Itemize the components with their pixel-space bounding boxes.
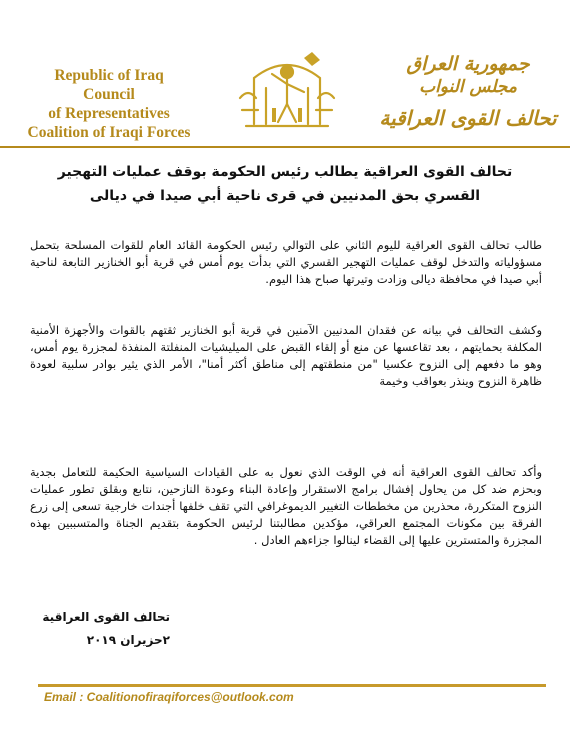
arabic-line-council: مجلس النواب <box>419 77 517 97</box>
parliament-emblem-icon <box>232 48 342 130</box>
english-line-representatives: of Representatives <box>48 105 170 122</box>
signature-name: تحالف القوى العراقية <box>42 610 170 624</box>
header-divider <box>0 146 570 148</box>
arabic-line-coalition: تحالف القوى العراقية <box>379 106 557 130</box>
letterhead <box>0 0 570 150</box>
english-line-coalition: Coalition of Iraqi Forces <box>27 124 191 141</box>
paragraph-3: وأكد تحالف القوى العراقية أنه في الوقت الذي نعول به على القيادات السياسية الحكيمة للتعامل بجدية وبحزم ضد كل من يحاول إفشال برامج الاستقرار وإعادة البناء وعودة النازحين، نتابع وبقلق تطور عمليات النزوح المتكررة، محذرين من مخططات التغيير الديموغرافي التي تقف خلفها أجندات خارجية تسعى إلى زرع الفرقة بين مكونات المجتمع العراقي، مؤكدين مطالبتنا لرئيس الحكومة بتقديم الجناة والمتسببين بهذه المجزرة والمتسترين عليها إلى القضاء لينالوا جزاءهم العادل . <box>30 465 542 547</box>
english-line-council: Council <box>83 86 135 103</box>
arabic-line-country: جمهورية العراق <box>406 53 530 75</box>
paragraph-1: طالب تحالف القوى العراقية لليوم الثاني على التوالي رئيس الحكومة القائد العام للقوات المسلحة بتحمل مسؤولياته والتدخل لوقف عمليات التهجير القسري التي بدأت يوم أمس في قرية أبو الخنازير التابعة لناحية أبي صيدا في محافظة ديالى وزادت وتيرتها صباح هذا اليوم. <box>30 238 542 286</box>
signature-date: ٢حزيران ٢٠١٩ <box>86 633 170 647</box>
footer-divider <box>38 684 546 687</box>
footer-email[interactable]: Email : Coalitionofiraqiforces@outlook.com <box>44 690 294 704</box>
press-release-title: تحالف القوى العراقية يطالب رئيس الحكومة بوقف عمليات التهجير القسري بحق المدنيين في قرى ناحية أبي صيدا في ديالى <box>57 164 513 204</box>
english-line-country: Republic of Iraq <box>54 67 164 84</box>
arabic-letterhead <box>378 52 558 132</box>
paragraph-2: وكشف التحالف في بيانه عن فقدان المدنيين الآمنين في قرية أبو الخنازير ثقتهم بالقوات والأجهزة الأمنية المكلفة بحمايتهم ، بعد تقاعسها عن منع أو إلقاء القبض على الميليشيات المنفلتة المنفذة لمجزرة يوم أمس، وهو ما دفعهم إلى النزوح عكسيا "من منطقتهم إلى مناطق أكثر أمنا"، الأمر الذي يثير بوادر سلبية لعودة ظاهرة النزوح وينذر بعواقب وخيمة <box>30 323 542 388</box>
english-letterhead <box>14 66 204 142</box>
